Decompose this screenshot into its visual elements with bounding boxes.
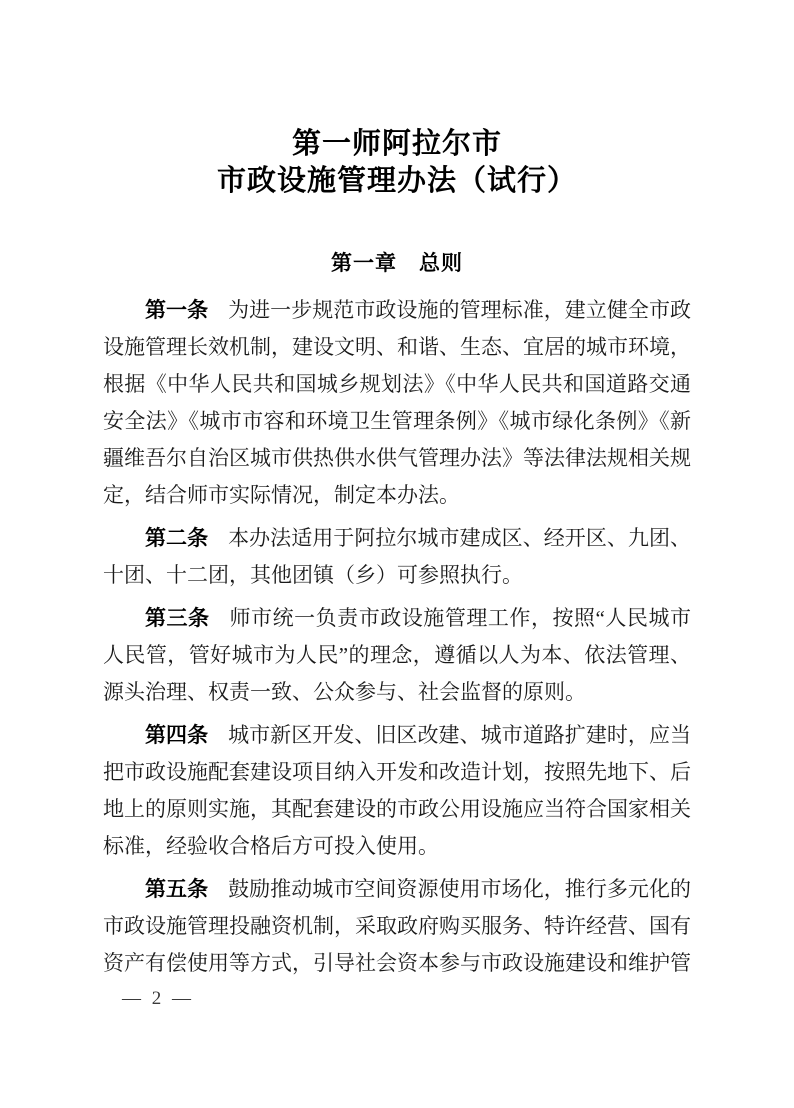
article-3-text: 师市统一负责市政设施管理工作，按照“人民城市人民管，管好城市为人民”的理念，遵循以人为本、依法管理、源头治理、权责一致、公众参与、社会监督的原则。: [103, 606, 691, 704]
article-paragraph-2: [103, 520, 691, 594]
article-paragraph-3: [103, 600, 691, 711]
article-1-label: 第一条: [145, 298, 209, 322]
article-5-label: 第五条: [145, 877, 209, 901]
chapter-heading: 第一章 总则: [331, 252, 463, 275]
document-title: [0, 126, 794, 200]
article-2-text: 本办法适用于阿拉尔城市建成区、经开区、九团、十团、十二团，其他团镇（乡）可参照执行。: [103, 526, 692, 587]
article-1-text: 为进一步规范市政设施的管理标准，建立健全市政设施管理长效机制，建设文明、和谐、生态、宜居的城市环境，根据《中华人民共和国城乡规划法》《中华人民共和国道路交通安全法》《城市市容和环境卫生管理条例》《城市绿化条例》《新疆维吾尔自治区城市供热供水供气管理办法》等法律法规相关规定，结合师市实际情况，制定本办法。: [103, 298, 692, 507]
article-4-label: 第四条: [145, 723, 209, 747]
article-2-label: 第二条: [145, 526, 209, 550]
document-body: [103, 292, 691, 982]
title-line-2: 市政设施管理办法（试行）: [216, 165, 577, 197]
article-5-text: 鼓励推动城市空间资源使用市场化，推行多元化的市政设施管理投融资机制，采取政府购买服务、特许经营、国有资产有偿使用等方式，引导社会资本参与市政设施建设和维护管: [103, 877, 692, 975]
page-number: — 2 —: [122, 988, 194, 1009]
article-3-label: 第三条: [145, 606, 210, 630]
article-4-text: 城市新区开发、旧区改建、城市道路扩建时，应当把市政设施配套建设项目纳入开发和改造计划，按照先地下、后地上的原则实施，其配套建设的市政公用设施应当符合国家相关标准，经验收合格后方可投入使用。: [103, 723, 692, 858]
title-line-1: 第一师阿拉尔市: [291, 128, 502, 160]
article-paragraph-4: [103, 717, 691, 865]
article-paragraph-1: [103, 292, 691, 514]
article-paragraph-5: [103, 871, 691, 982]
